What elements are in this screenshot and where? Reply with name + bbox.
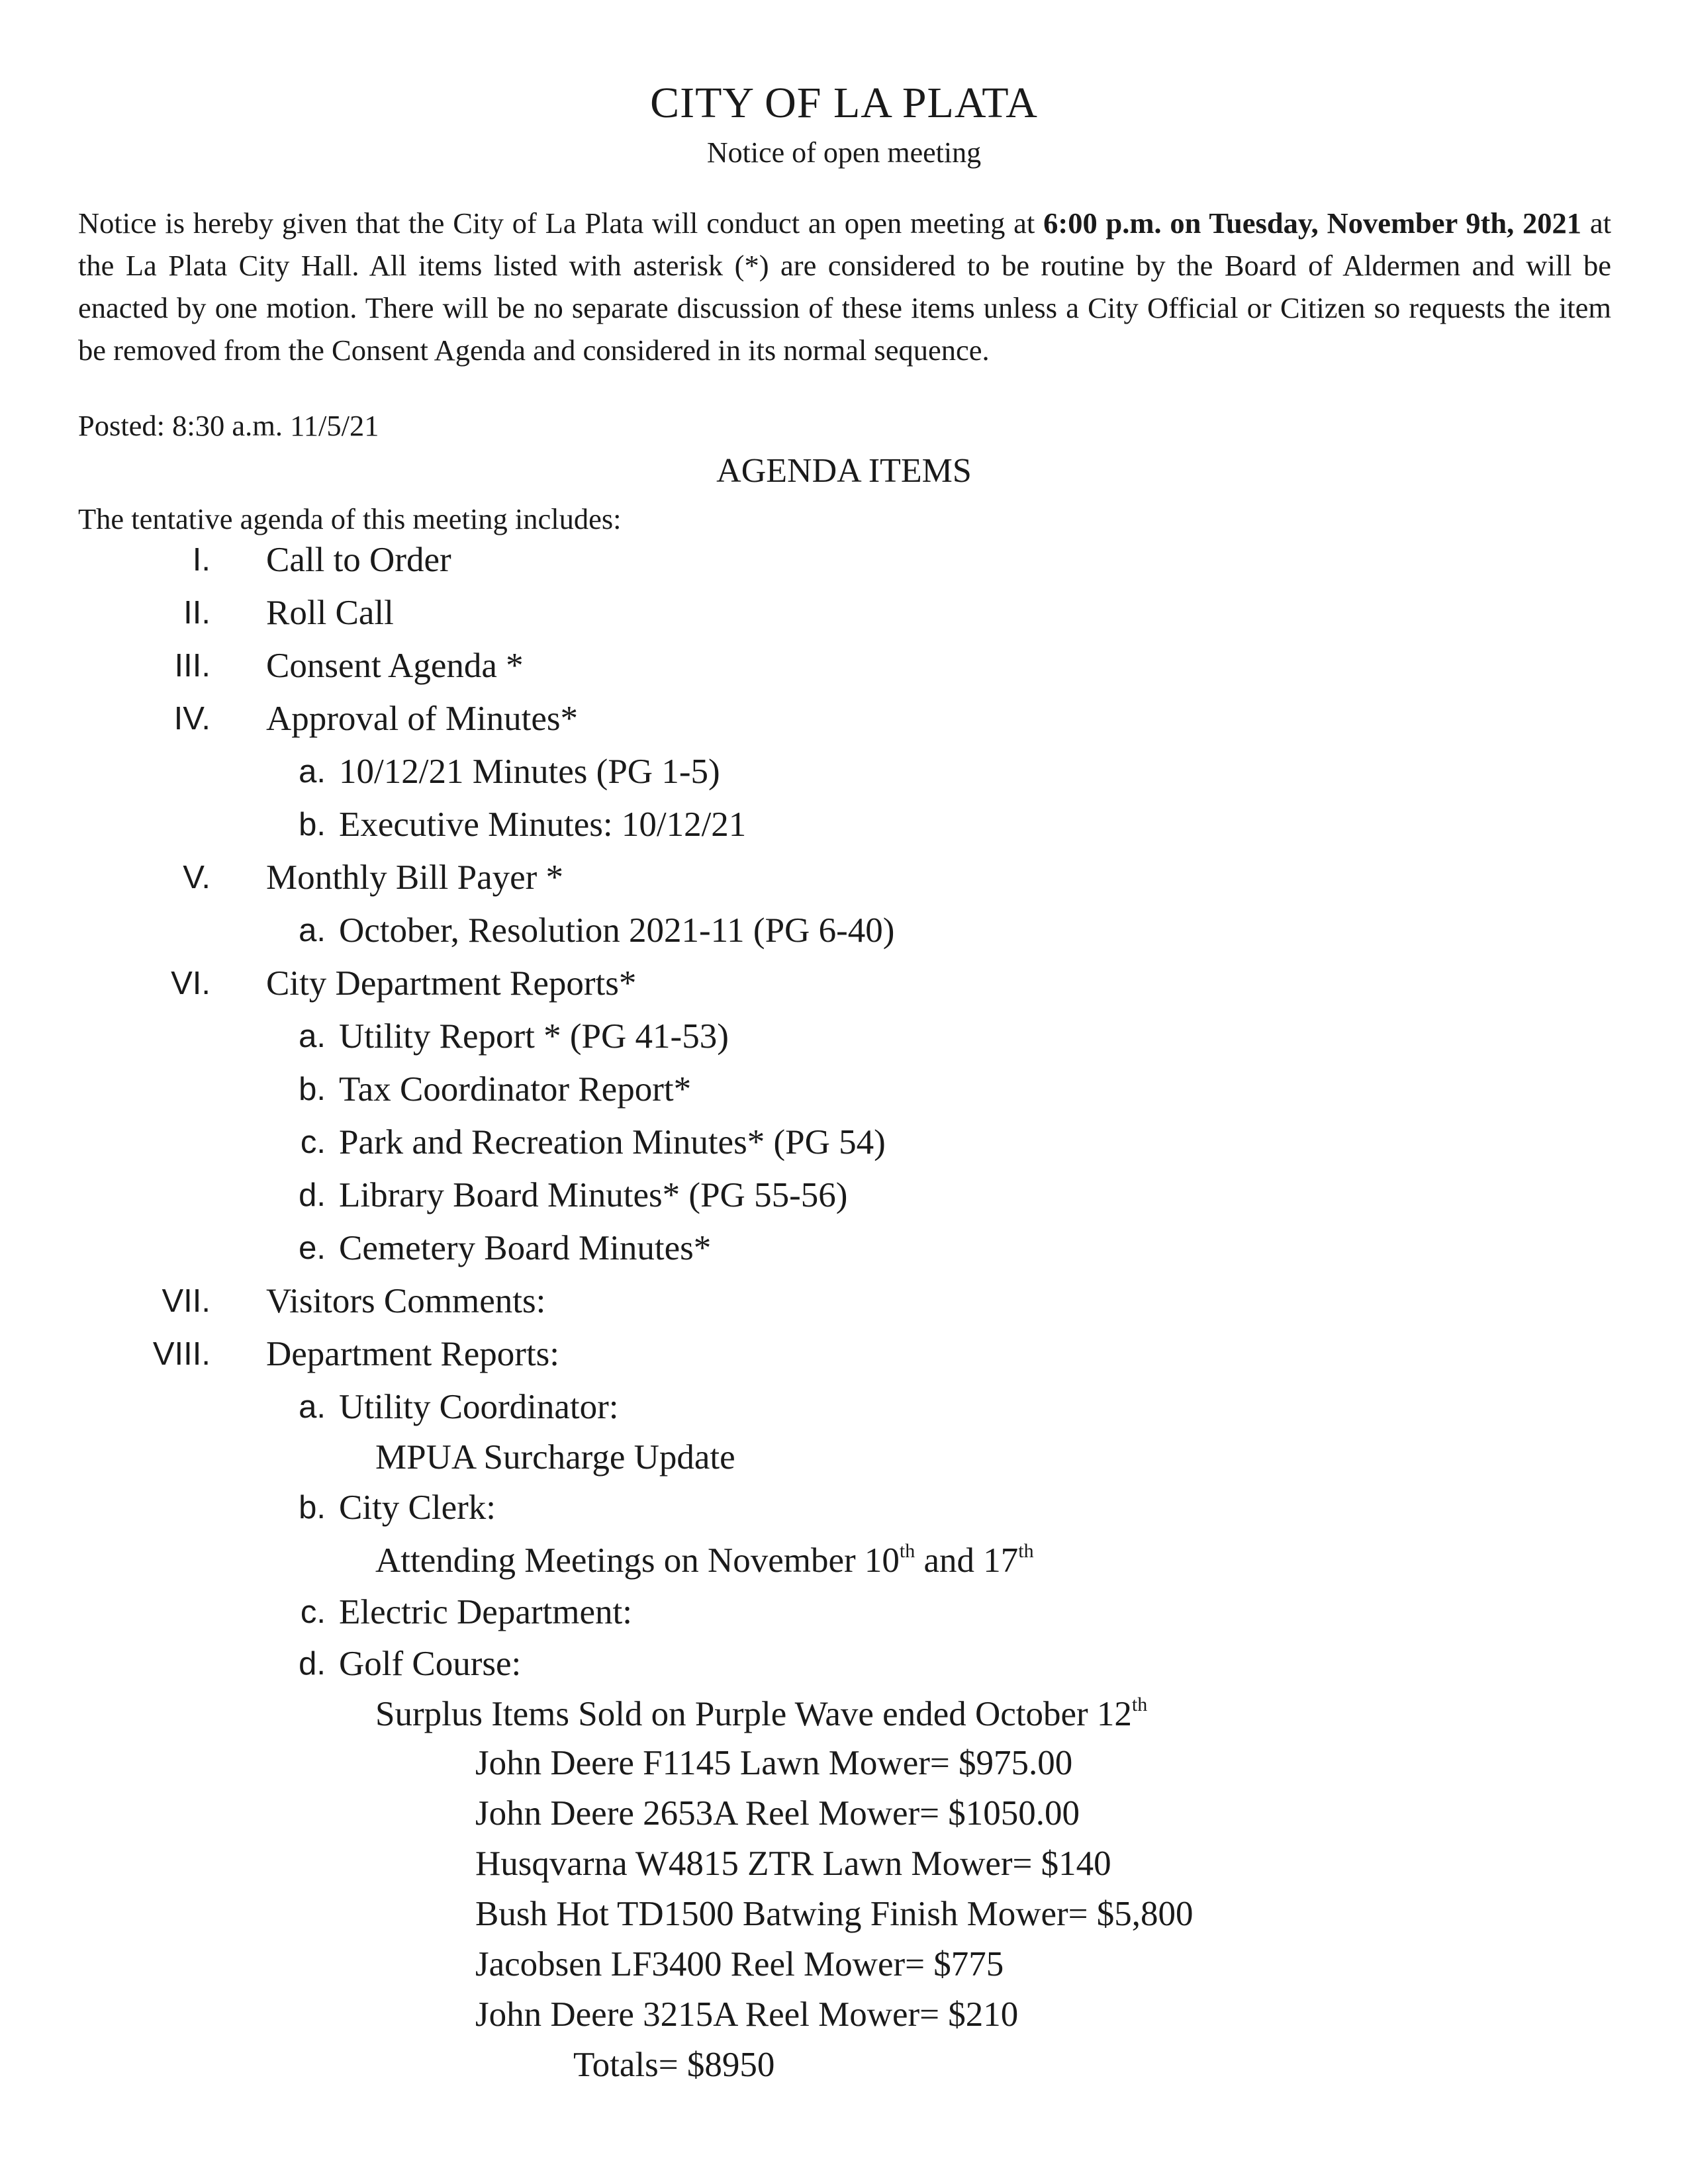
sub-item-letter: d.	[299, 1646, 326, 1682]
utility-coordinator-detail: MPUA Surcharge Update	[375, 1438, 735, 1477]
surplus-item: John Deere 3215A Reel Mower= $210	[475, 1995, 1019, 2034]
sub-item-letter: a.	[299, 1019, 326, 1054]
agenda-item-approval-of-minutes: Approval of Minutes*	[266, 700, 579, 738]
agenda-item-number: I.	[192, 542, 211, 578]
sub-item-letter: d.	[299, 1177, 326, 1213]
agenda-item-visitors-comments: Visitors Comments:	[266, 1282, 546, 1320]
agenda-item-number: IV.	[173, 701, 211, 737]
notice-text-start: Notice is hereby given that the City of La Plata will conduct an open meeting at	[78, 206, 1044, 240]
surplus-item: Bush Hot TD1500 Batwing Finish Mower= $5,800	[475, 1895, 1194, 1933]
sub-item-letter: e.	[299, 1230, 326, 1266]
notice-text-end: at the La Plata City Hall. All items listed with asterisk (*) are considered to be routine by the Board of Aldermen and will be enacted by one motion. There will be no separate discussion of these items unless a City Official or Citizen so requests the item be removed from the Consent Agenda and considered in its normal sequence.	[78, 206, 1611, 367]
sub-item-letter: b.	[299, 1071, 326, 1107]
sub-item-letter: c.	[300, 1594, 326, 1630]
sub-item-tax-coordinator-report: Tax Coordinator Report*	[339, 1070, 692, 1109]
ordinal-suffix: th	[1131, 1694, 1148, 1715]
agenda-item-department-reports: Department Reports:	[266, 1335, 560, 1373]
sub-item-letter: a.	[299, 1389, 326, 1425]
sub-item-golf-course: Golf Course:	[339, 1645, 522, 1683]
sub-item-utility-coordinator: Utility Coordinator:	[339, 1388, 619, 1426]
agenda-item-number: II.	[183, 595, 211, 631]
city-clerk-detail	[375, 1541, 1034, 1580]
sub-item-library-board-minutes: Library Board Minutes* (PG 55-56)	[339, 1176, 848, 1214]
page-title: CITY OF LA PLATA	[650, 79, 1038, 127]
agenda-item-call-to-order: Call to Order	[266, 541, 451, 579]
sub-item-executive-minutes: Executive Minutes: 10/12/21	[339, 805, 747, 844]
agenda-intro: The tentative agenda of this meeting includes:	[78, 502, 622, 535]
sub-item-letter: b.	[299, 1490, 326, 1525]
sub-item-letter: a.	[299, 754, 326, 790]
agenda-item-city-department-reports: City Department Reports*	[266, 964, 637, 1003]
sub-item-city-clerk: City Clerk:	[339, 1488, 496, 1527]
agenda-item-monthly-bill-payer: Monthly Bill Payer *	[266, 858, 564, 897]
golf-course-detail	[375, 1694, 1147, 1734]
sub-item-minutes-10-12: 10/12/21 Minutes (PG 1-5)	[339, 752, 720, 791]
surplus-item: Husqvarna W4815 ZTR Lawn Mower= $140	[475, 1844, 1111, 1883]
agenda-item-number: III.	[174, 648, 211, 684]
agenda-item-number: VII.	[162, 1283, 211, 1319]
ordinal-suffix: th	[899, 1540, 915, 1562]
agenda-item-number: V.	[183, 860, 211, 895]
ordinal-suffix: th	[1018, 1540, 1034, 1562]
sub-item-cemetery-board-minutes: Cemetery Board Minutes*	[339, 1229, 712, 1267]
sub-item-october-resolution: October, Resolution 2021-11 (PG 6-40)	[339, 911, 895, 950]
city-clerk-detail-text: Attending Meetings on November 10	[375, 1541, 900, 1580]
surplus-item: John Deere 2653A Reel Mower= $1050.00	[475, 1794, 1080, 1833]
sub-item-letter: b.	[299, 807, 326, 842]
surplus-item: John Deere F1145 Lawn Mower= $975.00	[475, 1744, 1073, 1782]
agenda-item-consent-agenda: Consent Agenda *	[266, 647, 524, 685]
agenda-item-number: VI.	[171, 966, 211, 1001]
sub-item-electric-department: Electric Department:	[339, 1593, 632, 1631]
agenda-item-roll-call: Roll Call	[266, 594, 394, 632]
page-subtitle: Notice of open meeting	[706, 136, 982, 169]
sub-item-utility-report: Utility Report * (PG 41-53)	[339, 1017, 729, 1056]
sub-item-letter: a.	[299, 913, 326, 948]
golf-course-detail-text: Surplus Items Sold on Purple Wave ended October 12	[375, 1695, 1132, 1733]
meeting-datetime: 6:00 p.m. on Tuesday, November 9th, 2021	[1043, 206, 1582, 240]
sub-item-letter: c.	[300, 1124, 326, 1160]
surplus-total: Totals= $8950	[573, 2046, 775, 2084]
posted-timestamp: Posted: 8:30 a.m. 11/5/21	[78, 409, 379, 442]
sub-item-park-recreation-minutes: Park and Recreation Minutes* (PG 54)	[339, 1123, 886, 1161]
city-clerk-detail-text: and 17	[915, 1541, 1019, 1580]
notice-paragraph	[78, 202, 1611, 371]
agenda-item-number: VIII.	[152, 1336, 211, 1372]
agenda-heading: AGENDA ITEMS	[716, 452, 972, 490]
surplus-item: Jacobsen LF3400 Reel Mower= $775	[475, 1945, 1004, 1983]
